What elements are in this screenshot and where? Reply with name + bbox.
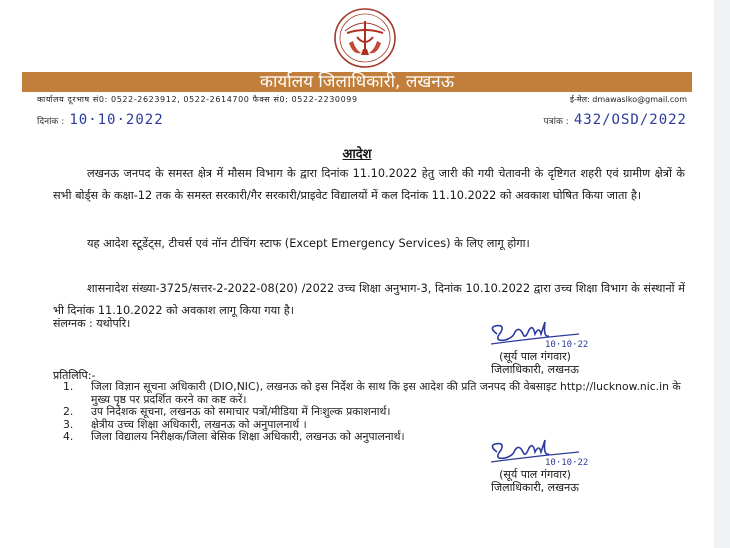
date-value: 10·10·2022 [69,112,164,128]
contact-email: ई-मेल: dmawaslko@gmail.com [570,95,687,104]
date-label: दिनांक : [37,117,65,127]
date-field [37,109,164,128]
viewer-side-strip [714,0,730,548]
signature-date: 10·10·22 [545,340,589,350]
list-item: 3. क्षेत्रीय उच्च शिक्षा अधिकारी, लखनऊ को अनुपालनार्थ । [63,417,307,431]
up-government-emblem-icon [333,7,397,69]
order-paragraph: लखनऊ जनपद के समस्त क्षेत्र में मौसम विभाग के द्वारा दिनांक 11.10.2022 हेतु जारी की गयी चेतावनी के दृष्टिगत शहरी एवं ग्रामीण क्षेत्रों के सभी बोर्ड्स के कक्षा-12 तक के समस्त सरकारी/गैर सरकारी/प्राइवेट विद्यालयों में कल दिनांक 11.10.2022 को अवकाश घोषित किया जाता है। [53,167,685,202]
signatory-designation: जिलाधिकारी, लखनऊ [491,363,579,376]
handwritten-signature-icon [475,438,595,468]
office-title-banner [22,72,692,92]
contact-row [37,94,687,106]
date-reference-row [37,107,687,129]
order-title: आदेश [342,147,372,162]
copy-to-label: प्रतिलिपि:- [53,369,96,382]
handwritten-signature-icon [475,320,595,350]
list-item: 2. उप निदेशक सूचना, लखनऊ को समाचार पत्रों/मीडिया में निःशुल्क प्रकाशनार्थ। [63,405,391,418]
order-paragraph: यह आदेश स्टूडेंट्स, टीचर्स एवं नॉन टीचिंग स्टाफ (Except Emergency Services) के लिए लागू होगा। [87,237,530,250]
signature-block [455,320,615,376]
signatory-designation: जिलाधिकारी, लखनऊ [491,481,579,494]
list-item: 1. जिला विज्ञान सूचना अधिकारी (DIO,NIC), लखनऊ को इस निर्देश के साथ कि इस आदेश की प्रति जनपद की वेबसाइट http://lucknow.nic.in के मुख्य पृष्ठ पर प्रदर्शित करने का कष्ट करें। [63,380,681,406]
enclosure-note: संलग्नक : यथोपरि। [53,317,131,330]
copy-to-list [53,381,693,444]
signatory-name: (सूर्य पाल गंगवार) [499,350,571,363]
contact-phones: कार्यालय दूरभाष सं0: 0522-2623912, 0522-2614700 फैक्स सं0: 0522-2230099 [37,95,358,104]
signature-date: 10·10·22 [545,458,589,468]
reference-value: 432/OSD/2022 [573,112,687,128]
reference-field [544,109,687,128]
signatory-name: (सूर्य पाल गंगवार) [499,468,571,481]
signature-block-copy [455,438,615,494]
office-title: कार्यालय जिलाधिकारी, लखनऊ [259,72,455,92]
order-paragraph: शासनादेश संख्या-3725/सत्तर-2-2022-08(20) /2022 उच्च शिक्षा अनुभाग-3, दिनांक 10.10.2022 द्वारा उच्च शिक्षा विभाग के संस्थानों में भी दिनांक 11.10.2022 को अवकाश लागू किया गया है। [53,282,685,317]
reference-label: पत्रांक : [543,117,569,127]
list-item: 4. जिला विद्यालय निरीक्षक/जिला बेसिक शिक्षा अधिकारी, लखनऊ को अनुपालनार्थ। [63,430,405,443]
